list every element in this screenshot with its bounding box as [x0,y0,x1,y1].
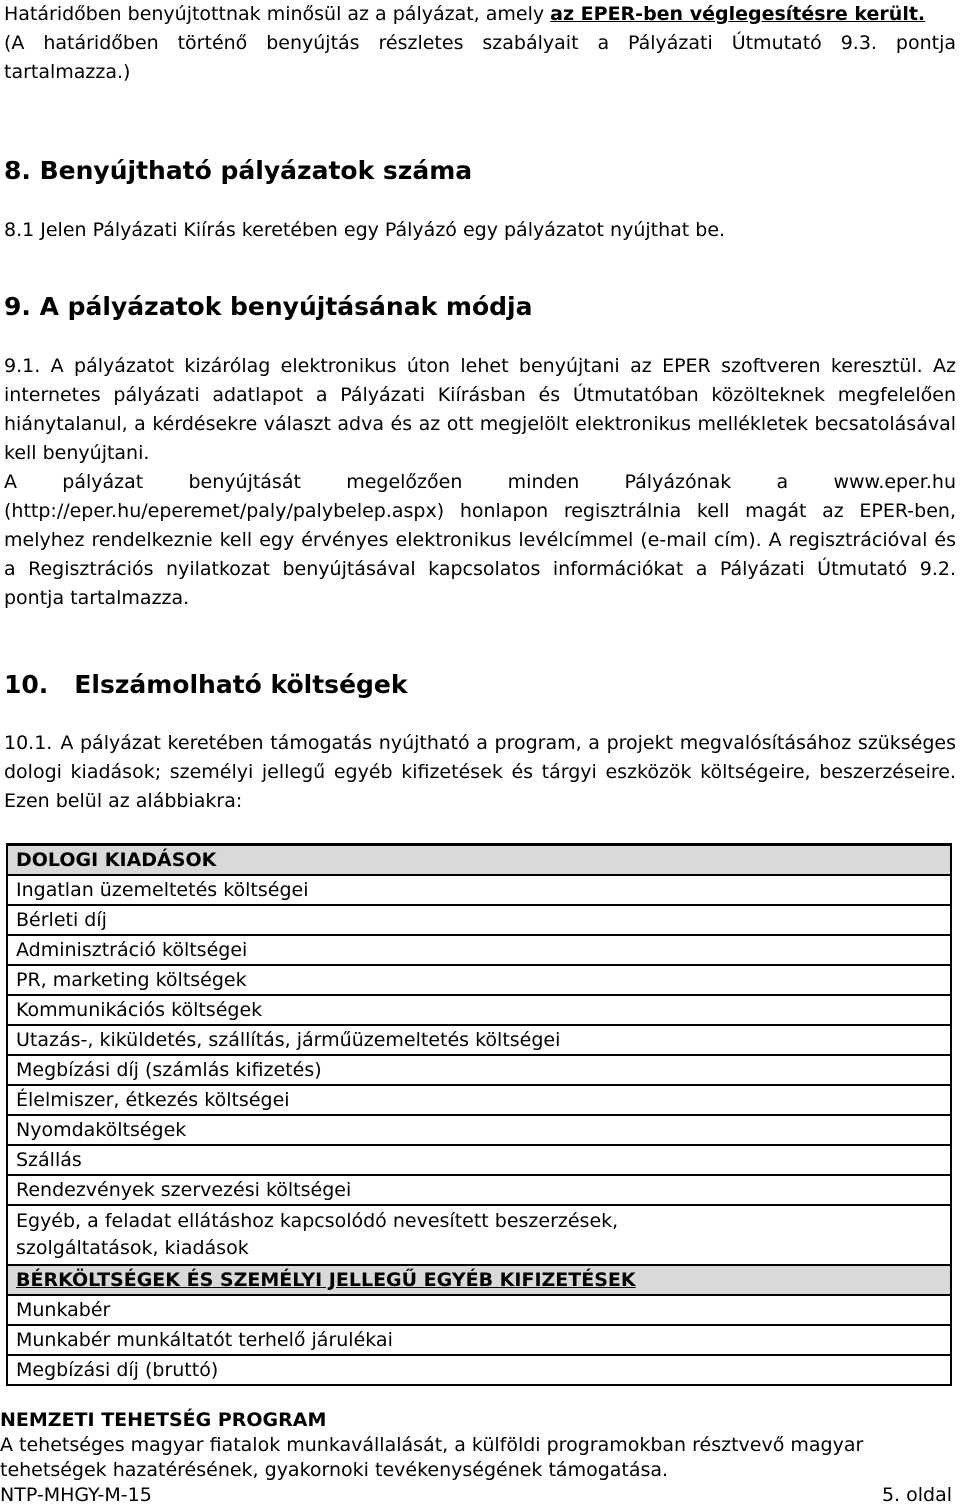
table-row [7,1145,951,1175]
section-9-heading: 9. A pályázatok benyújtásának módja [4,292,533,321]
table-group-header [7,845,951,876]
section-10-1-paragraph [4,729,956,816]
table-row [7,905,951,935]
eligible-costs-table [6,843,952,1386]
footer-code: NTP-MHGY-M-15 [0,1484,152,1506]
cost-item-line-2: szolgáltatások, kiadások [16,1237,249,1259]
cost-item: Munkabér [7,1295,951,1325]
table-row [7,1205,951,1265]
cost-item: Kommunikációs költségek [7,995,951,1025]
table-row [7,1085,951,1115]
footer-page-number: 5. oldal [881,1484,952,1506]
footer-program-name: NEMZETI TEHETSÉG PROGRAM [0,1409,327,1431]
cost-item: Szállás [7,1145,951,1175]
section-8-heading: 8. Benyújtható pályázatok száma [4,156,473,185]
footer-bottom-row [0,1483,952,1508]
intro-text: Határidőben benyújtottnak minősül az a pályázat, amely [4,3,551,25]
cost-item-multiline [7,1205,951,1265]
table-row [7,1325,951,1355]
table-row [7,965,951,995]
table-row [7,935,951,965]
table-row [7,875,951,905]
footer-description: A tehetséges magyar fiatalok munkavállalását, a külföldi programokban résztvevő magyar tehetségek hazatérésének, gyakornoki tevékenységének támogatása. [0,1434,864,1481]
cost-item: Adminisztráció költségei [7,935,951,965]
page-footer [0,1408,952,1508]
section-10-1-number: 10.1. [4,732,53,754]
section-10-number: 10. [4,670,49,699]
cost-item: Élelmiszer, étkezés költségei [7,1085,951,1115]
intro-emphasis: az EPER-ben véglegesítésre került. [550,3,926,25]
intro-paragraph [4,0,956,87]
cost-item: Ingatlan üzemeltetés költségei [7,875,951,905]
berkoltsegek-header [7,1265,951,1295]
table-row [7,995,951,1025]
intro-note: (A határidőben történő benyújtás részletes szabályait a Pályázati Útmutató 9.3. pontja tartalmazza.) [4,32,956,83]
cost-item: Utazás-, kiküldetés, szállítás, járműüzemeltetés költségei [7,1025,951,1055]
section-9-body [4,352,956,613]
table-row [7,1265,951,1295]
section-10-heading [4,670,408,699]
dologi-kiadasok-header: DOLOGI KIADÁSOK [7,845,951,876]
section-9-2-first-line: A pályázat benyújtását megelőzően minden Pályázónak a www.eper.hu [4,471,956,493]
table-row [7,1295,951,1325]
cost-item: Nyomdaköltségek [7,1115,951,1145]
section-8-1-paragraph: 8.1 Jelen Pályázati Kiírás keretében egy Pályázó egy pályázatot nyújthat be. [4,219,726,241]
cost-item: Munkabér munkáltatót terhelő járulékai [7,1325,951,1355]
table-row [7,1355,951,1385]
section-10-title: Elszámolható költségek [74,670,408,699]
cost-item: Megbízási díj (bruttó) [7,1355,951,1385]
cost-item: Bérleti díj [7,905,951,935]
table-row [7,1115,951,1145]
cost-item: Megbízási díj (számlás kifizetés) [7,1055,951,1085]
table-row [7,1175,951,1205]
berkoltsegek-header-text: BÉRKÖLTSÉGEK ÉS SZEMÉLYI JELLEGŰ EGYÉB KIFIZETÉSEK [16,1268,636,1291]
table-row [7,1025,951,1055]
table-row [7,1055,951,1085]
cost-item: PR, marketing költségek [7,965,951,995]
section-10-1-text: A pályázat keretében támogatás nyújtható a program, a projekt megvalósításához szükséges dologi kiadások; személyi jellegű egyéb kifizetések és tárgyi eszközök költségeire, beszerzéseire. Ezen belül az alábbiakra: [4,732,956,812]
cost-item-line-1: Egyéb, a feladat ellátáshoz kapcsolódó nevesített beszerzések, [16,1210,619,1232]
section-9-2-paragraph: (http://eper.hu/eperemet/paly/palybelep.aspx) honlapon regisztrálnia kell magát az EPER-ben, melyhez rendelkeznie kell egy érvényes elektronikus levélcímmel (e-mail cím). A regisztrációval és a Regisztrációs nyilatkozat benyújtásával kapcsolatos információkat a Pályázati Útmutató 9.2. pontja tartalmazza. [4,500,956,609]
section-9-1-paragraph: 9.1. A pályázatot kizárólag elektronikus úton lehet benyújtani az EPER szoftveren keresztül. Az internetes pályázati adatlapot a Pályázati Kiírásban és Útmutatóban közölteknek megfelelően hiánytalanul, a kérdésekre választ adva és az ott megjelölt elektronikus mellékletek becsatolásával kell benyújtani. [4,355,956,464]
cost-item: Rendezvények szervezési költségei [7,1175,951,1205]
